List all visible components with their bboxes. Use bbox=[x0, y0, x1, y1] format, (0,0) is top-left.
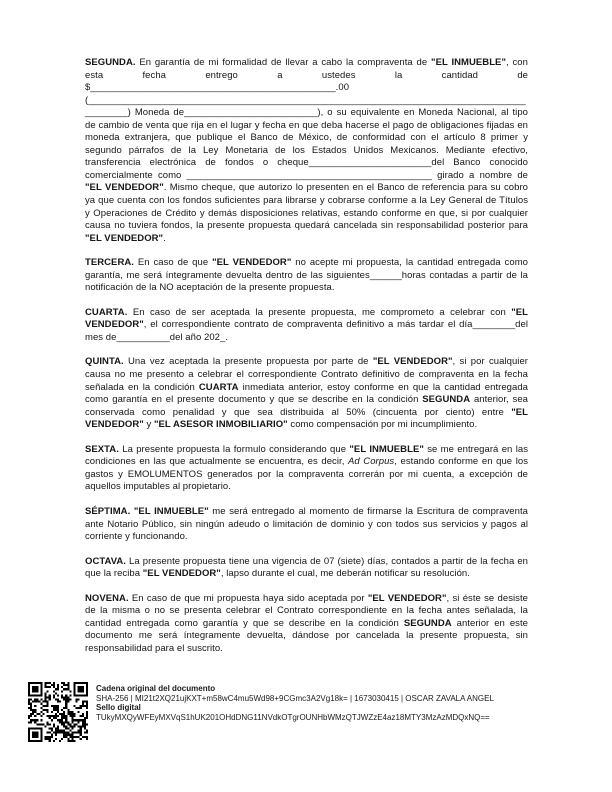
clause-octava-segment: La presente propuesta tiene una vigencia de 07 (siete) días, contados a partir de la fecha en que la reciba bbox=[85, 555, 528, 580]
clause-quinta-segment: QUINTA. bbox=[85, 356, 124, 368]
clause-quinta-segment: SEGUNDA bbox=[422, 394, 471, 406]
clause-cuarta-segment: CUARTA. bbox=[85, 306, 128, 318]
clause-tercera-segment: "EL VENDEDOR" bbox=[212, 257, 292, 269]
clause-segunda-segment: . bbox=[163, 232, 166, 244]
clause-novena-segment: anterior en este documento me será íntegramente devuelta, dándose por cancelada la presente propuesta, sin responsabilidad para el suscrito. bbox=[85, 617, 528, 654]
clause-novena bbox=[85, 593, 528, 656]
clause-octava-segment: OCTAVA. bbox=[85, 555, 126, 567]
clause-novena-segment: SEGUNDA bbox=[403, 617, 452, 629]
clause-cuarta bbox=[85, 307, 528, 345]
clause-segunda-segment: "EL INMUEBLE" bbox=[431, 57, 507, 68]
clause-quinta-segment: anterior, sea conservada como penalidad y que sea distribuida al 50% (cincuenta por ciento) entre bbox=[85, 394, 528, 418]
clause-tercera-segment: no acepte mi propuesta, la cantidad entregada como garantía, me será íntegramente devuelta dentro de las siguientes______horas contadas a partir de la notificación de la NO aceptación de la presente propuesta. bbox=[85, 257, 528, 294]
cadena-original-value: SHA-256 | MI21t2XQ21ujKXT+m58wC4mu5Wd98+9CGmc3A2Vg18k= | 1673030415 | OSCAR ZAVALA ANGEL bbox=[96, 693, 494, 703]
clause-quinta-segment: como compensación por mi incumplimiento. bbox=[287, 419, 478, 431]
signature-text-block bbox=[96, 682, 494, 722]
clause-octava bbox=[85, 556, 528, 581]
clause-segunda bbox=[85, 57, 528, 245]
clause-novena-segment: NOVENA. bbox=[85, 592, 129, 604]
digital-signature-footer bbox=[28, 682, 494, 742]
clause-quinta-segment: "EL VENDEDOR" bbox=[85, 406, 528, 431]
clause-sexta-segment: "EL INMUEBLE" bbox=[349, 443, 424, 455]
clause-quinta-segment: "EL ASESOR INMOBILIARIO" bbox=[153, 419, 288, 431]
clause-sexta-segment: SEXTA. bbox=[85, 443, 119, 455]
clause-sexta-segment: , estando conforme en que los gastos y EMOLUMENTOS generados por la compraventa correrán por mi cuenta, a excepción de aquellos imputables al propietario. bbox=[85, 456, 528, 493]
clause-quinta-segment: , si por cualquier causa no me presento a celebrar el correspondiente Contrato definitivo de compraventa en la fecha señalada en la condición bbox=[85, 356, 529, 393]
clause-septima bbox=[85, 506, 528, 544]
clause-quinta-segment: CUARTA bbox=[198, 381, 239, 393]
clause-cuarta-segment: "EL VENDEDOR" bbox=[85, 306, 528, 331]
clause-novena-segment: "EL VENDEDOR" bbox=[367, 592, 447, 604]
clause-sexta-segment: se me entregará en las condiciones en las que actualmente se encuentra, es decir, bbox=[85, 443, 528, 468]
clause-segunda-segment: En garantía de mi formalidad de llevar a cabo la compraventa de bbox=[135, 57, 432, 68]
clause-tercera-segment: En caso de que bbox=[133, 257, 213, 269]
clause-sexta bbox=[85, 444, 528, 494]
sello-digital-label: Sello digital bbox=[96, 703, 141, 713]
clause-octava-segment: , lapso durante el cual, me deberán notificar su resolución. bbox=[220, 568, 470, 580]
clause-tercera-segment: TERCERA. bbox=[85, 257, 134, 269]
clause-segunda-segment: , con esta fecha entrego a ustedes la cantidad de $______________________________________________.00 (__________________________________________________________________________________________) Moneda de_________________________), o su equivalente en Moneda Nacional, al tipo de cambio de venta que rija en el lugar y fecha en que deba hacerse el pago de obligaciones fijadas en moneda extranjera, que publique el Banco de México, de conformidad con el artículo 8 primer y segundo párrafos de la Ley Monetaria de los Estados Unidos Mexicanos. Mediante efectivo, transferencia electrónica de fondos o cheque_______________________del Banco conocido comercialmente como ______________________________________________ girado a nombre de bbox=[85, 57, 528, 181]
clause-quinta-segment: inmediata anterior, estoy conforme en que la cantidad entregada como garantía en el presente documento y que se describe en la condición bbox=[85, 381, 529, 406]
clause-cuarta-segment: En caso de ser aceptada la presente propuesta, me comprometo a celebrar con bbox=[127, 306, 512, 318]
clause-novena-segment: , si éste se desiste de la misma o no se presenta celebrar el Contrato correspondiente en la fecha antes señalada, la cantidad entregada como garantía y que se describe en la condición bbox=[85, 592, 528, 629]
clause-segunda-segment: . Mismo cheque, que autorizo lo presenten en el Banco de referencia para su cobro ya que cuenta con los fondos suficientes para librarse y cobrarse conforme a la Ley General de Títulos y Operaciones de Crédito y demás disposiciones relativas, estando conforme en que, si por cualquier causa no tuviera fondos, la presente propuesta quedará cancelada sin responsabilidad posterior para bbox=[85, 182, 529, 232]
clause-segunda-segment: SEGUNDA. bbox=[85, 57, 136, 68]
clause-sexta-segment: Ad Corpus bbox=[347, 456, 395, 468]
clause-cuarta-segment: , el correspondiente contrato de compraventa definitivo a más tardar el día________del mes de__________del año 202_. bbox=[85, 319, 528, 343]
clause-segunda-segment: "EL VENDEDOR" bbox=[85, 182, 164, 194]
clause-tercera bbox=[85, 257, 528, 295]
clause-quinta bbox=[85, 356, 528, 431]
clause-octava-segment: "EL VENDEDOR" bbox=[142, 568, 221, 580]
clause-quinta-segment: Una vez aceptada la presente propuesta por parte de bbox=[123, 356, 373, 368]
qr-code-icon bbox=[28, 682, 88, 742]
clause-novena-segment: En caso de que mi propuesta haya sido aceptada por bbox=[128, 592, 368, 604]
sello-digital-value: TUkyMXQyWFEyMXVqS1hUK201OHdDNG11NVdkOTgrOUNHbWMzQTJWZzE4az18MTY3MzAzMDQxNQ== bbox=[96, 712, 490, 722]
clause-sexta-segment: La presente propuesta la formulo considerando que bbox=[118, 443, 350, 455]
clauses-container bbox=[85, 57, 528, 667]
clause-septima-segment: SÉPTIMA. "EL INMUEBLE" bbox=[85, 505, 209, 517]
cadena-original-label: Cadena original del documento bbox=[96, 684, 216, 693]
clause-quinta-segment: y bbox=[143, 419, 154, 431]
clause-segunda-segment: "EL VENDEDOR" bbox=[85, 232, 164, 244]
clause-septima-segment: me será entregado al momento de firmarse la Escritura de compraventa ante Notario Público, sin ningún adeudo o limitación de dominio y con todos sus servicios y pagos al corriente y funcionando. bbox=[85, 505, 528, 543]
clause-quinta-segment: "EL VENDEDOR" bbox=[372, 356, 453, 368]
